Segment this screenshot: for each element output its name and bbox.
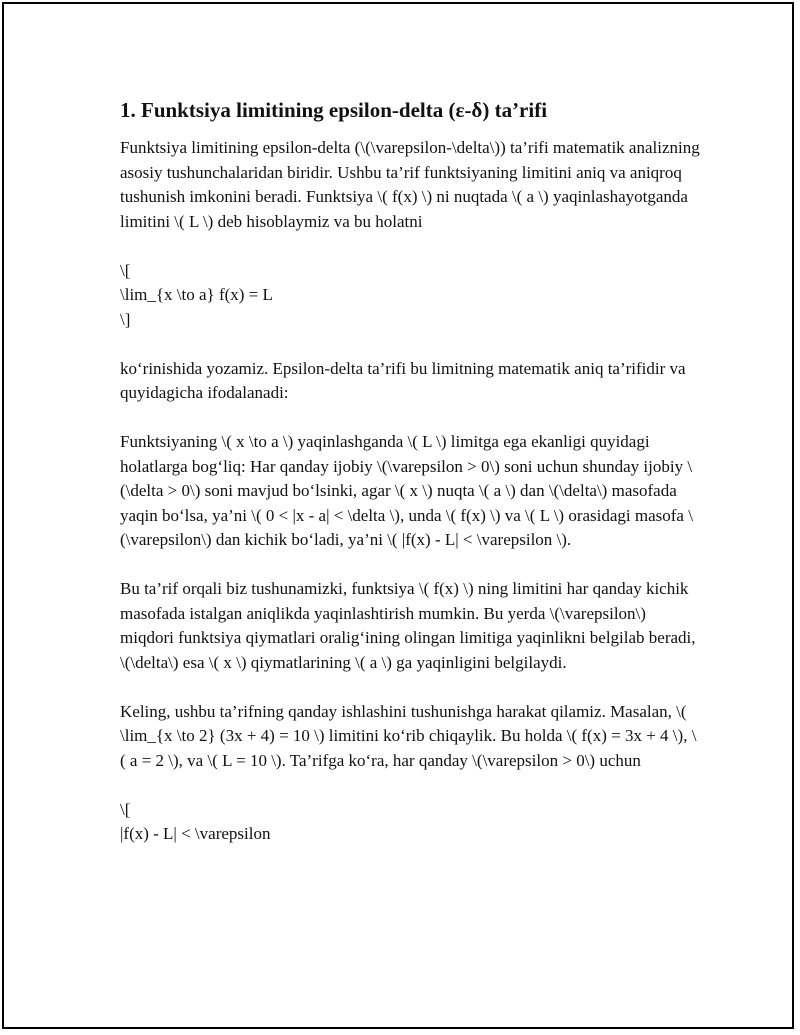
paragraph-gap bbox=[120, 773, 700, 798]
paragraph-notation: ko‘rinishida yozamiz. Epsilon-delta ta’rifi bu limitning matematik aniq ta’rifidir va quyidagicha ifodalanadi: bbox=[120, 358, 686, 402]
document-page bbox=[2, 2, 794, 1029]
paragraph-gap bbox=[120, 553, 700, 578]
section-heading: 1. Funktsiya limitining epsilon-delta (ε-δ) ta’rifi bbox=[120, 98, 548, 122]
paragraph-definition: Funktsiyaning \( x \to a \) yaqinlashganda \( L \) limitga ega ekanligi quyidagi holatlarga bog‘liq: Har qanday ijobiy \(\varepsilon > 0\) soni uchun shunday ijobiy \(\delta > 0\) soni mavjud bo‘lsinki, agar \( x \) nuqta \( a \) dan \(\delta\) masofada yaqin bo‘lsa, ya’ni \( 0 < |x - a| < \delta \), unda \( f(x) \) va \( L \) orasidagi masofa \(\varepsilon\) dan kichik bo‘ladi, ya’ni \( |f(x) - L| < \varepsilon \). bbox=[120, 432, 693, 549]
paragraph-gap bbox=[120, 675, 700, 700]
paragraph-gap bbox=[120, 332, 700, 357]
paragraph-gap bbox=[120, 406, 700, 431]
formula-inequality: \[ |f(x) - L| < \varepsilon bbox=[120, 799, 271, 843]
paragraph-explanation: Bu ta’rif orqali biz tushunamizki, funktsiya \( f(x) \) ning limitini har qanday kichik masofada istalgan aniqlikda yaqinlashtirish mumkin. Bu yerda \(\varepsilon\) miqdori funktsiya qiymatlari oralig‘ining olingan limitiga yaqinlikni belgilab beradi, \(\delta\) esa \( x \) qiymatlarining \( a \) ga yaqinligini belgilaydi. bbox=[120, 579, 696, 672]
formula-limit: \[ \lim_{x \to a} f(x) = L \] bbox=[120, 260, 273, 329]
paragraph-intro: Funktsiya limitining epsilon-delta (\(\varepsilon-\delta\)) ta’rifi matematik analizning asosiy tushunchalaridan biridir. Ushbu ta’rif funktsiyaning limitini aniq va aniqroq tushunish imkonini beradi. Funktsiya \( f(x) \) ni nuqtada \( a \) yaqinlashayotganda limitini \( L \) deb hisoblaymiz va bu holatni bbox=[120, 138, 700, 231]
paragraph-example: Keling, ushbu ta’rifning qanday ishlashini tushunishga harakat qilamiz. Masalan, \( \lim_{x \to 2} (3x + 4) = 10 \) limitini ko‘rib chiqaylik. Bu holda \( f(x) = 3x + 4 \), \( a = 2 \), va \( L = 10 \). Ta’rifga ko‘ra, har qanday \(\varepsilon > 0\) uchun bbox=[120, 701, 697, 770]
document-content bbox=[120, 96, 700, 847]
paragraph-gap bbox=[120, 234, 700, 259]
